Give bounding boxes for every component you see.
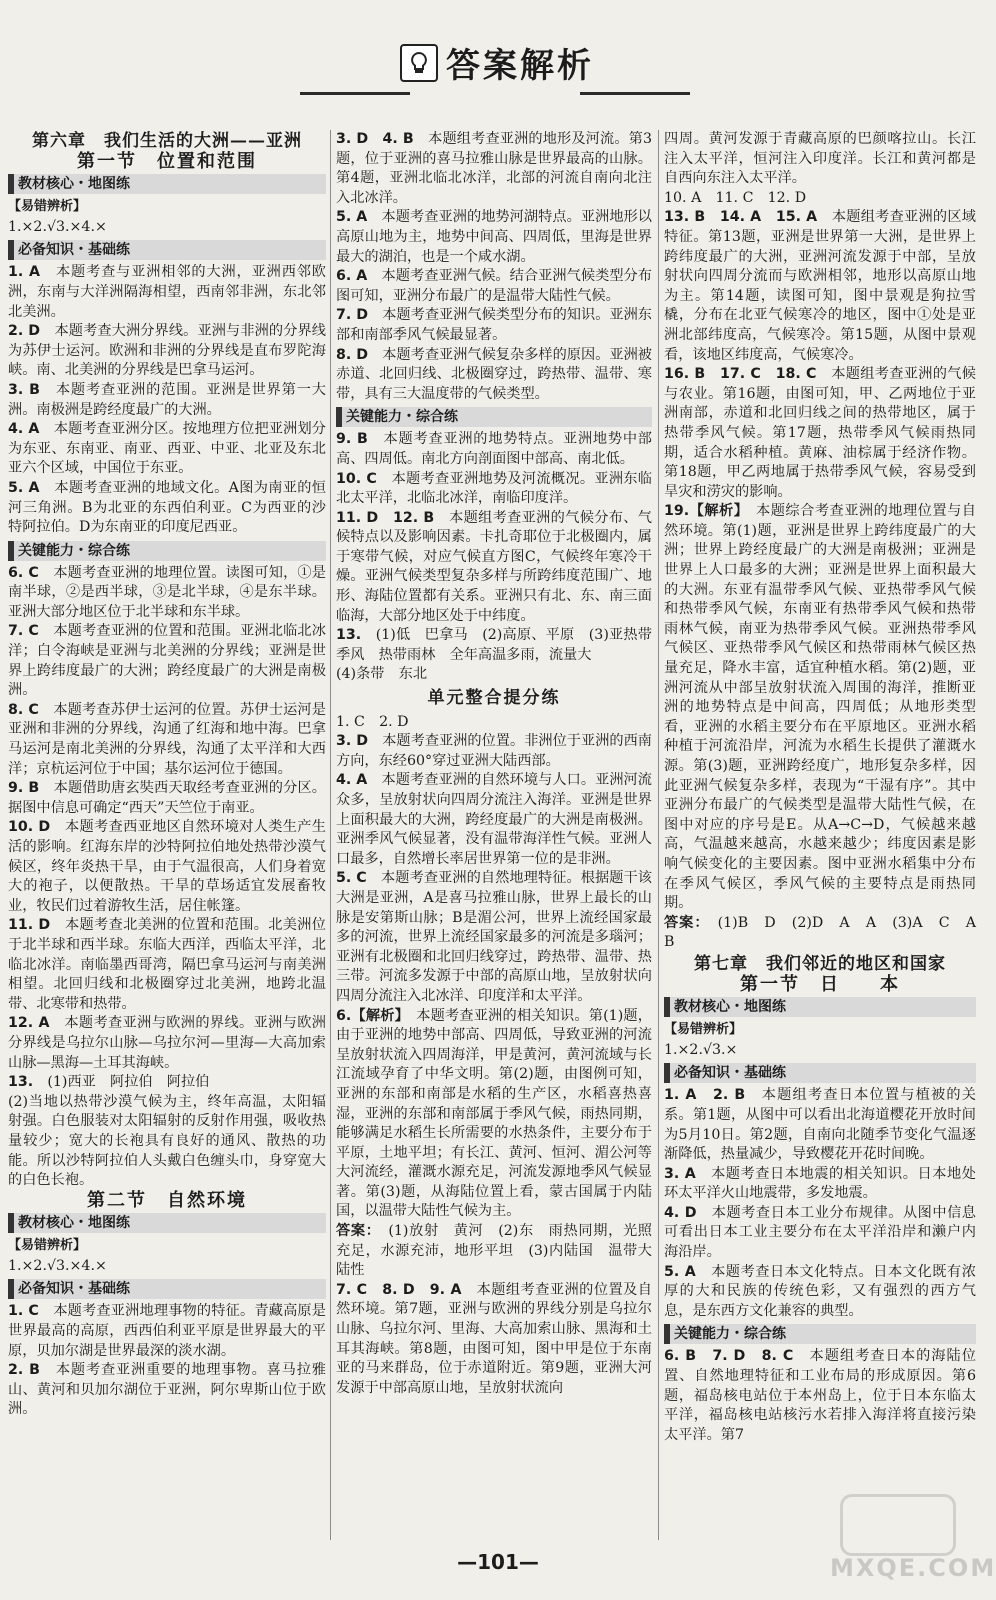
answer-number: 11. D [8,917,51,934]
text-line [664,130,976,189]
answer-text: (2)当地以热带沙漠气候为主，终年高温，太阳辐射强。白色服装对太阳辐射的反射作用强，吸收热量较少；宽大的长袍具有良好的通风、散热的功能。所以沙特阿拉伯人头戴白色缠头巾，身穿宽大的白色长袍。 [8,1093,326,1189]
answer-number: 3. A [664,1165,696,1182]
answer-number: 1. C [8,1303,39,1320]
answer-number: 13. [8,1074,34,1091]
answer-item [336,732,652,771]
answer-text: 本题借助唐玄奘西天取经考查亚洲的分区。据图中信息可确定“西天”天竺位于南亚。 [8,780,326,816]
answer-item [8,1073,326,1093]
answer-text: (1)低 巴拿马 (2)高原、平原 (3)亚热带季风 热带雨林 全年高温多雨，流量大 [336,627,652,663]
answer-item [8,1014,326,1073]
section-title: 第二节 自然环境 [87,1189,247,1211]
answer-item [664,1347,976,1445]
answer-text: 本题考查与亚洲相邻的大洲，亚洲西邻欧洲，东南与大洋洲隔海相望，西南邻非洲，东北邻北美洲。 [8,264,326,320]
text-line [8,218,326,238]
answer-text: 本题考查亚洲的地域文化。A图为南亚的恒河三角洲。B为北亚的东西伯利亚。C为西亚的沙特阿拉伯。D为东南亚的印度尼西亚。 [8,479,326,536]
answer-number: 2. B [8,1362,40,1379]
text-line [8,1257,326,1277]
text-line [8,1093,326,1191]
answer-number: 6. B 7. D 8. C [664,1348,794,1365]
answer-text: 1. C 2. D [336,713,409,730]
answer-text: 本题考查亚洲地势及河流概况。亚洲东临北太平洋，北临北冰洋，南临印度洋。 [336,470,652,507]
answer-number: 9. B [336,431,368,448]
answer-item [336,509,652,627]
section-bar: 教材核心・地图练 [664,997,976,1017]
answer-text: 本题考查亚洲的地理位置。读图可知，①是南半球，②是西半球，③是北半球，④是东半球。亚洲大部分地区位于北半球和东半球。 [8,564,326,620]
answer-text: 本题考查日本地震的相关知识。日本地处环太平洋火山地震带，多发地震。 [664,1165,976,1202]
page-number: —101— [457,1550,539,1574]
answer-item [664,914,991,953]
answer-number: 8. D [336,346,368,363]
answer-item [8,322,326,381]
answer-number: 3. B [8,381,40,398]
answer-text: 本题考查亚洲的自然地理特征。根据题干该大洲是亚洲，A是喜马拉雅山脉，世界上最长的山脉是安第斯山脉；B是湄公河，世界上流经国家最多的河流，世界上流经国家最多的河流是多瑙河；亚洲有北极圈和北回归线穿过，跨热带、温带、热三带。河流多发源于中部的高原山地，呈放射状向四周分流注入北冰洋、印度洋和太平洋。 [336,870,652,1004]
answer-text: 本题考查亚洲的位置。非洲位于亚洲的西南方向，东经60°穿过亚洲大陆西部。 [336,733,652,769]
answer-item [664,208,976,365]
answer-item [8,701,326,779]
column-divider [330,130,331,1540]
answer-item [8,818,326,916]
answer-text: 本题综合考查亚洲的地理位置与自然环境。第(1)题，亚洲是世界上跨纬度最广的大洲；世界上跨经度最广的大洲是南极洲；亚洲是世界上人口最多的大洲；亚洲是世界上面积最大的大洲。东亚有温带季风气候、亚热带季风气候和热带季风气候，东南亚有热带季风气候和热带雨林气候，南亚为热带季风气候。亚洲热带季风气候区、亚热带季风气候区和热带雨林气候区热量充足，降水丰富，适宜种植水稻。第(2)题，亚洲河流从中部呈放射状流入周围的海洋，推断亚洲的地势特点是中间高，四周低；从地形类型看，亚洲的水稻主要分布在平原地区。亚洲水稻种植于河流沿岸，河流为水稻生长提供了灌溉水源。第(3)题，亚洲跨经度广，地形复杂多样，因此亚洲气候复杂多样，表现为“干湿有序”。其中亚洲分布最广的气候类型是温带大陆性气候，在图中对应的序号是E。从A→C→D，气候越来越高，气温越来越高，水越来越少；纬度因素是影响气候变化的主要因素。图中亚洲水稻集中分布在季风气候区，季风气候的主要特点是雨热同期。 [664,503,976,912]
watermark-box [840,1494,956,1556]
answer-number: 6.【解析】 [336,1007,402,1024]
answer-item [336,267,652,306]
answer-text: 1.×2.√3.×4.× [8,218,107,235]
answer-text: 本题考查日本文化特点。日本文化既有浓厚的大和民族的传统色彩，又有强烈的西方气息，是东西方文化兼容的典型。 [664,1263,976,1319]
column-divider [658,130,659,1540]
answer-number: 3. D 4. B [336,131,414,147]
answer-item [8,479,326,538]
answer-text: 四周。黄河发源于青藏高原的巴颜喀拉山。长江注入太平洋，恒河注入印度洋。长江和黄河都是自西向东注入太平洋。 [664,131,976,187]
answer-number: 9. B [8,780,40,797]
answer-item [664,1263,976,1322]
section-bar: 必备知识・基础练 [664,1063,976,1083]
answer-item [664,1165,976,1204]
section-bar: 教材核心・地图练 [8,174,326,194]
section-title: 第一节 位置和范围 [77,150,257,172]
answer-text: (4)条带 东北 [336,666,428,683]
answer-item [336,869,652,1006]
answer-text: 10. A 11. C 12. D [664,189,807,206]
section-bar: 教材核心・地图练 [8,1213,326,1233]
answer-item [336,346,652,405]
answer-number: 13. [336,627,362,644]
answer-number: 8. C [8,701,39,718]
answer-text: 本题考查亚洲的地势特点。亚洲地势中部高、四周低。南北方向剖面图中部高、南北低。 [336,431,652,467]
section-bar: 关键能力・综合练 [664,1324,976,1344]
answer-number: 7. C 8. D 9. A [336,1281,462,1298]
text-line [336,713,652,733]
answer-item [336,1007,652,1223]
answer-text: 本题考查亚洲分区。按地理方位把亚洲划分为东亚、东南亚、南亚、西亚、中亚、北亚及东北亚六个区域，中国位于东亚。 [8,421,326,477]
page-header [0,0,996,100]
section-bar: 必备知识・基础练 [8,1279,326,1299]
section-bar: 必备知识・基础练 [8,240,326,260]
unit-title: 单元整合提分练 [427,688,561,709]
answer-text: (1)西亚 阿拉伯 阿拉伯 [47,1074,210,1091]
answer-number: 答案： [336,1223,374,1240]
answer-number: 6. A [336,268,368,285]
answer-text: 本题考查亚洲的相关知识。第(1)题，由于亚洲的地势中部高、四周低，导致亚洲的河流呈放射状流入四周海洋，甲是黄河，黄河流域与长江流域孕育了中华文明。第(2)题，由图例可知，亚洲的东部和南部是水稻的生产区，水稻喜热喜湿，亚洲的东部和南部属于季风气候，雨热同期，能够满足水稻生长所需要的水热条件，主要分布于平原，土地平坦；有长江、黄河、恒河、湄公河等大河流经，灌溉水源充足，河流发源地季风气候显著。第(3)题，从海陆位置上看，蒙古国属于内陆国，以温带大陆性气候为主。 [336,1007,652,1220]
answer-number: 5. A [664,1263,696,1280]
answer-text: 本题组考查亚洲的区域特征。第13题，亚洲是世界第一大洲，是世界上跨纬度最广的大洲，亚洲河流发源于中部，呈放射状向四周分流而与欧洲相邻，地形以高原山地为主。第14题，读图可知，图中景观是狗拉雪橇，分布在北亚气候寒冷的地区，图中①处是亚洲北部纬度高，气候寒冷。第15题，从图中景观看，该地区纬度高，气候寒冷。 [664,209,976,363]
watermark-text: MXQE.COM [830,1554,996,1582]
header-title-group [400,38,594,87]
answer-text: 本题考查苏伊士运河的位置。苏伊士运河是亚洲和非洲的分界线，沟通了红海和地中海。巴拿马运河是南北美洲的分界线，沟通了太平洋和大西洋；京杭运河位于中国；基尔运河位于德国。 [8,701,326,777]
answer-number: 12. A [8,1015,50,1032]
answer-text: (1)B D (2)D A A (3)A C A B [664,914,991,951]
section-bar: 关键能力・综合练 [336,407,652,427]
answer-text: 本题考查亚洲的位置和范围。亚洲北临北冰洋；白令海峡是亚洲与北美洲的分界线；亚洲是世界上跨纬度最广的大洲；跨经度最广的大洲是南极洲。 [8,623,326,699]
answer-item [8,381,326,420]
answer-item [336,1222,652,1281]
header-rule-left [300,92,410,95]
section-bar: 关键能力・综合练 [8,541,326,561]
answer-text: 本题考查亚洲重要的地理事物。喜马拉雅山、黄河和贝加尔湖位于亚洲，阿尔卑斯山位于欧洲。 [8,1362,326,1418]
column-middle [336,130,652,1398]
chapter-title: 第七章 我们邻近的地区和国家 [694,953,946,974]
answer-item [8,779,326,818]
answer-number: 1. A 2. B [664,1087,746,1104]
text-line [664,1041,976,1061]
answer-number: 7. D [336,307,368,324]
answer-item [8,622,326,700]
answer-item [336,470,652,509]
answer-item [336,130,652,208]
answer-text: 本题考查亚洲的范围。亚洲是世界第一大洲。南极洲是跨经度最广的大洲。 [8,381,326,418]
text-line [336,665,652,685]
answer-number: 1. A [8,264,41,281]
answer-number: 6. C [8,564,39,581]
answer-text: 本题考查亚洲的自然环境与人口。亚洲河流众多，呈放射状向四周分流注入海洋。亚洲是世界上面积最大的大洲，跨经度最广的大洲是南极洲。亚洲季风气候显著，没有温带海洋性气候。亚洲人口最多，自然增长率居世界第一位的是非洲。 [336,772,652,867]
answer-number: 5. A [8,479,40,496]
watermark-logo [810,1492,996,1592]
tag-label: 【 易错辨析 】 [8,197,326,217]
answer-item [336,771,652,869]
answer-item [336,430,652,469]
answer-text: 1.×2.√3.×4.× [8,1257,107,1274]
answer-item [664,365,976,502]
answer-text: 本题考查亚洲气候类型分布的知识。亚洲东部和南部季风气候最显著。 [336,307,652,343]
answer-item [336,208,652,267]
answer-text: 本题考查亚洲气候复杂多样的原因。亚洲被赤道、北回归线、北极圈穿过，跨热带、温带、寒带，具有三大温度带的气候类型。 [336,346,652,402]
answer-text: 本题组考查亚洲的气候与农业。第16题，由图可知，甲、乙两地位于亚洲南部，赤道和北回归线之间的热带地区，属于热带季风气候。第17题，热带季风气候雨热同期，适合水稻种植。黄麻、油棕属于经济作物。第18题，甲乙两地属于热带季风气候，容易受到旱灾和涝灾的影响。 [664,366,976,500]
answer-text: 本题考查亚洲气候。结合亚洲气候类型分布图可知，亚洲分布最广的是温带大陆性气候。 [336,268,652,304]
answer-number: 13. B 14. A 15. A [664,209,818,226]
answer-number: 3. D [336,733,368,750]
answer-item [664,1086,976,1164]
tag-label: 【 易错辨析 】 [8,1236,326,1256]
answer-number: 5. C [336,870,367,887]
answer-text: 本题考查北美洲的位置和范围。北美洲位于北半球和西半球。东临大西洋，西临太平洋，北临北冰洋。南临墨西哥湾，隔巴拿马运河与南美洲相望。北回归线和北极圈穿过北美洲，地跨北温带、北寒带和热带。 [8,917,326,1012]
answer-text: 1.×2.√3.× [664,1041,738,1058]
answer-item [8,263,326,322]
answer-item [8,916,326,1014]
answer-text: 本题组考查亚洲的地形及河流。第3题，位于亚洲的喜马拉雅山脉是世界最高的山脉。第4题，亚洲北临北冰洋，北部的河流自南向北注入北冰洋。 [336,131,652,206]
answer-number: 7. C [8,623,39,640]
answer-number: 4. D [664,1204,697,1221]
answer-item [336,626,652,665]
answer-text: 本题考查大洲分界线。亚洲与非洲的分界线为苏伊士运河。欧洲和非洲的分界线是直布罗陀海峡。南、北美洲的分界线是巴拿马运河。 [8,323,326,379]
answer-text: 本题组考查日本的海陆位置、自然地理特征和工业布局的形成原因。第6题，福岛核电站位于本州岛上，位于日本东临太平洋，福岛核电站核污水若排入海洋将直接污染太平洋。第7 [664,1348,976,1443]
answer-text: (1)放射 黄河 (2)东 雨热同期，光照充足，水源充沛，地形平坦 (3)内陆国 温带大陆性 [336,1223,652,1279]
answer-item [8,420,326,479]
answer-number: 答案： [664,914,703,931]
answer-number: 19.【解析】 [664,503,742,520]
answer-text: 本题组考查日本位置与植被的关系。第1题，从图中可以看出北海道樱花开放时间为5月10日。第2题，自南向北随季节变化气温逐渐降低，热量减少，导致樱花开花时间晚。 [664,1087,976,1163]
answer-item [664,502,976,913]
answer-number: 4. A [8,421,40,438]
section-title: 第一节 日 本 [740,973,900,995]
text-line [664,189,976,209]
answer-number: 4. A [336,772,368,789]
answer-text: 本题组考查亚洲的气候分布、气候特点以及影响因素。卡扎奇耶位于北极圈内，属于寒带气候，对应气候直方图C，气候终年寒冷干燥。亚洲气候类型复杂多样与所跨纬度范围广、地形、海陆位置都有关系。亚洲只有北、东、南三面临海，大部分地区处于中纬度。 [336,509,652,624]
answer-item [8,1361,326,1420]
lightbulb-icon [400,44,438,82]
answer-item [664,1204,976,1263]
column-right [664,130,991,1445]
answer-item [336,1281,652,1399]
answer-text: 本题考查亚洲地理事物的特征。青藏高原是世界最高的高原，西西伯利亚平原是世界最大的平原，贝加尔湖是世界最深的淡水湖。 [8,1303,326,1359]
column-left [8,130,326,1420]
answer-text: 本题考查亚洲的地势河湖特点。亚洲地形以高原山地为主，地势中间高、四周低，里海是世界最大的湖泊，也是一个咸水湖。 [336,209,652,265]
answer-item [8,1302,326,1361]
chapter-title: 第六章 我们生活的大洲——亚洲 [32,131,302,151]
answer-number: 2. D [8,323,41,340]
page-title: 答案解析 [446,46,594,86]
answer-text: 本题考查西亚地区自然环境对人类生产生活的影响。红海东岸的沙特阿拉伯地处热带沙漠气候区，终年炎热干旱，由于气温很高，人们身着宽大的袍子，以便散热。干旱的草场适宜发展畜牧业，牧民们过着游牧生活，居住帐篷。 [8,819,326,914]
answer-number: 5. A [336,209,368,226]
answer-number: 10. C [336,470,377,487]
answer-text: 本题考查亚洲与欧洲的界线。亚洲与欧洲分界线是乌拉尔山脉—乌拉尔河—里海—大高加索山脉—黑海—土耳其海峡。 [8,1015,326,1071]
header-rule-right [580,92,690,95]
answer-text: 本题组考查亚洲的位置及自然环境。第7题，亚洲与欧洲的界线分别是乌拉尔山脉、乌拉尔河、里海、大高加索山脉、黑海和土耳其海峡。第8题，由图可知，图中甲是位于东南亚的马来群岛，位于赤道附近。第9题，亚洲大河发源于中部高原山地，呈放射状流向 [336,1281,652,1396]
answer-number: 10. D [8,819,51,836]
answer-item [336,306,652,345]
answer-text: 本题考查日本工业分布规律。从图中信息可看出日本工业主要分布在太平洋沿岸和濑户内海沿岸。 [664,1204,976,1261]
answer-number: 16. B 17. C 18. C [664,366,817,383]
tag-label: 【 易错辨析 】 [664,1020,976,1040]
answer-item [8,564,326,623]
answer-number: 11. D 12. B [336,509,435,526]
